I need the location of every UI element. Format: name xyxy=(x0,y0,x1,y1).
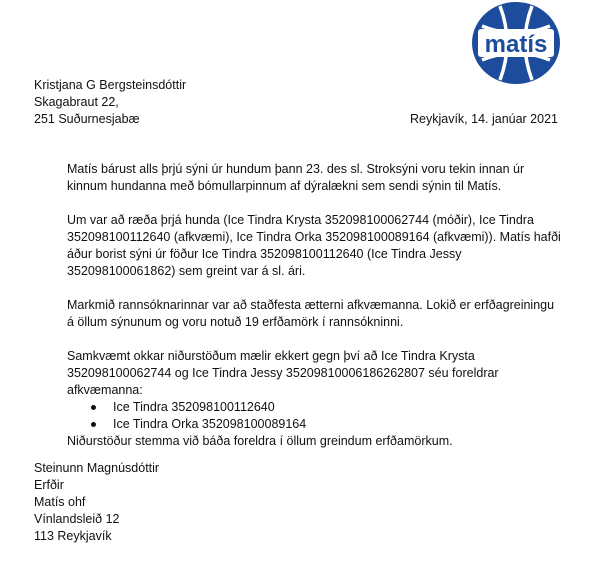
signer-title: Erfðir xyxy=(34,478,64,492)
text-line: Matís bárust alls þrjú sýni úr hundum þann 23. des sl. Stroksýni voru tekin innan úr xyxy=(67,162,525,176)
letter-date: Reykjavík, 14. janúar 2021 xyxy=(409,112,558,126)
text-line: Samkvæmt okkar niðurstöðum mælir ekkert gegn því að Ice Tindra Krysta xyxy=(67,349,475,363)
recipient-city: 251 Suðurnesjabæ xyxy=(34,112,140,126)
letter-body xyxy=(67,161,567,450)
signer-city: 113 Reykjavík xyxy=(34,529,112,543)
text-line: Markmið rannsóknarinnar var að staðfesta ætterni afkvæmanna. Lokið er erfðagreiningu xyxy=(67,298,555,312)
signature-block xyxy=(34,460,159,545)
conclusion-text: Niðurstöður stemma við báða foreldra í öllum greindum erfðamörkum. xyxy=(67,434,453,448)
matis-logo xyxy=(470,0,562,86)
signer-street: Vínlandsleið 12 xyxy=(34,512,120,526)
recipient-street: Skagabraut 22, xyxy=(34,95,119,109)
recipient-address xyxy=(34,77,186,128)
paragraph-2 xyxy=(67,212,567,280)
text-line: á öllum sýnunum og voru notuð 19 erfðamörk í rannsókninni. xyxy=(67,315,404,329)
signer-org: Matís ohf xyxy=(34,495,86,509)
text-line: 352098100112640 (afkvæmi), Ice Tindra Orka 352098100089164 (afkvæmi)). Matís hafði xyxy=(67,230,561,244)
offspring-list xyxy=(67,399,567,433)
text-line: 352098100061862) sem greint var á sl. ári. xyxy=(67,264,306,278)
paragraph-1 xyxy=(67,161,567,195)
list-item: Ice Tindra Orka 352098100089164 xyxy=(91,416,567,433)
svg-text:matís: matís xyxy=(484,31,548,58)
text-line: Um var að ræða þrjá hunda (Ice Tindra Krysta 352098100062744 (móðir), Ice Tindra xyxy=(67,213,534,227)
list-item: Ice Tindra 352098100112640 xyxy=(91,399,567,416)
text-line: 352098100062744 og Ice Tindra Jessy 35209810006186262807 séu foreldrar xyxy=(67,366,499,380)
text-line: áður borist sýni úr föður Ice Tindra 352098100112640 (Ice Tindra Jessy xyxy=(67,247,462,261)
recipient-name: Kristjana G Bergsteinsdóttir xyxy=(34,78,187,92)
text-line: afkvæmanna: xyxy=(67,383,143,397)
paragraph-3 xyxy=(67,297,567,331)
text-line: kinnum hundanna með bómullarpinnum af dýralækni sem sendi sýnin til Matís. xyxy=(67,179,502,193)
signer-name: Steinunn Magnúsdóttir xyxy=(34,461,160,475)
paragraph-4 xyxy=(67,348,567,450)
